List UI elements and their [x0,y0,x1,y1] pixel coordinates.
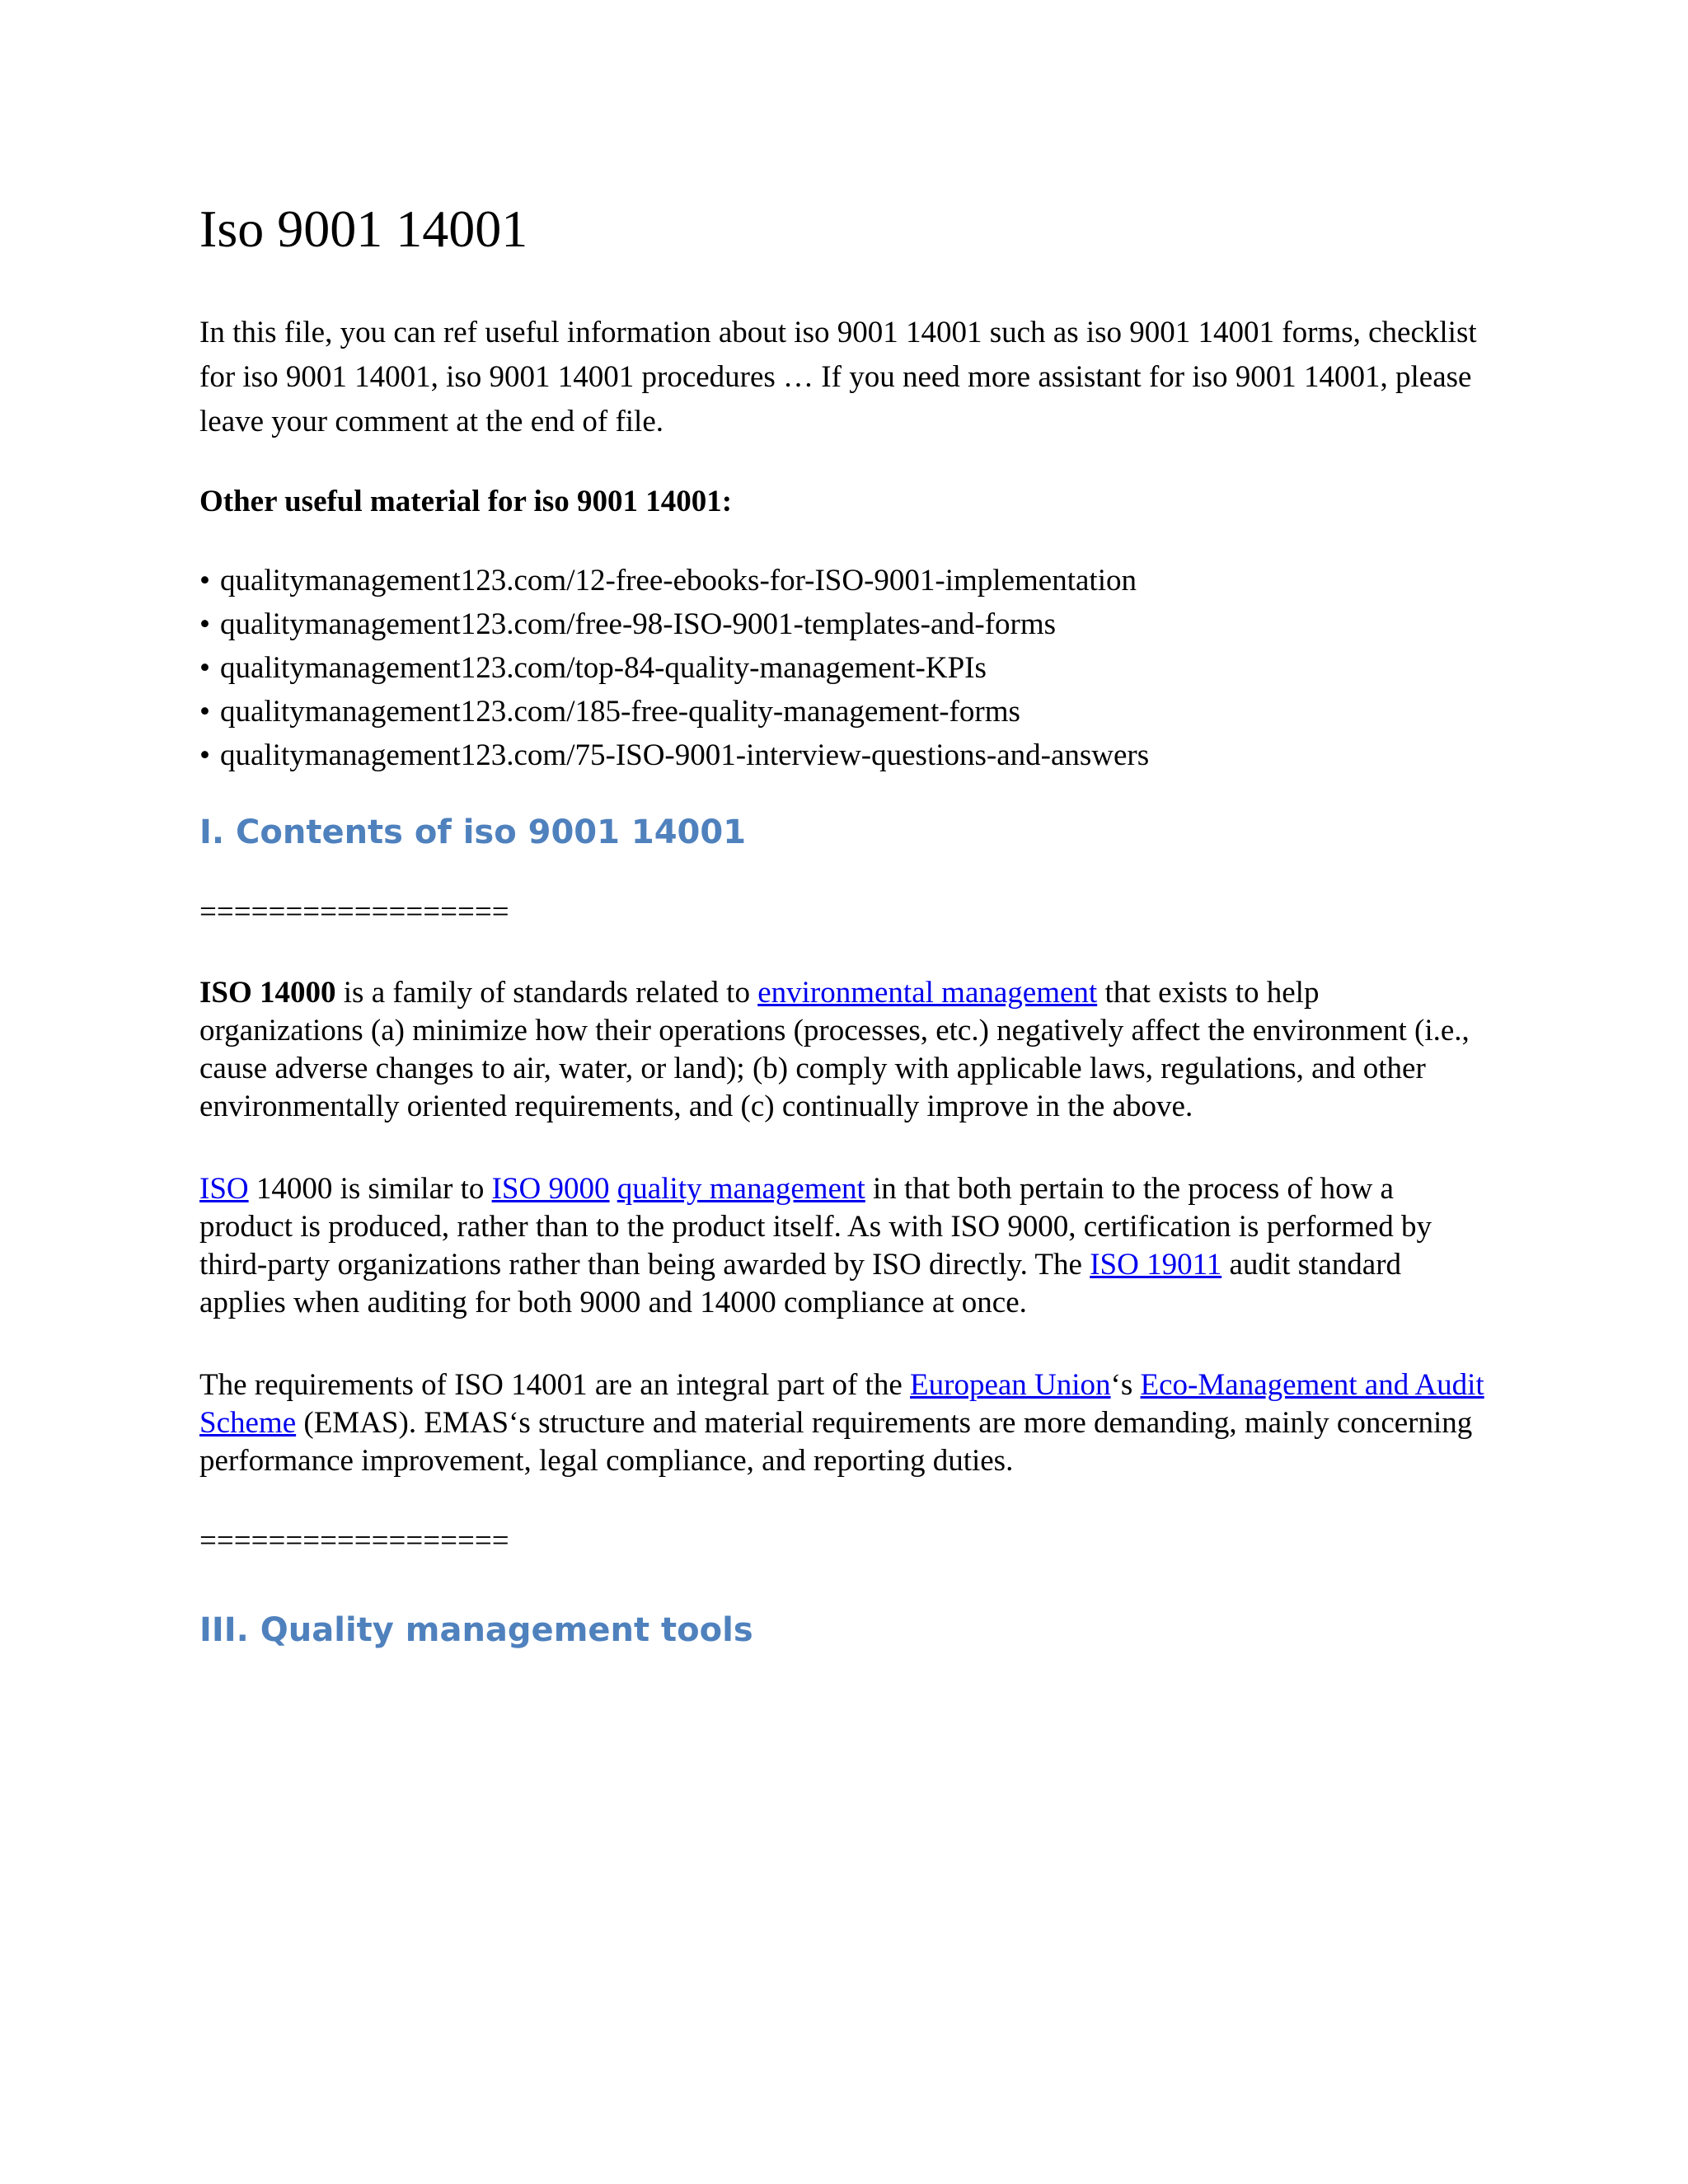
paragraph-text: ‘s [1110,1367,1141,1402]
bullet-icon: • [199,738,210,772]
link-iso-19011[interactable]: ISO 19011 [1090,1247,1222,1282]
paragraph-iso-14000 [199,974,1485,1126]
intro-paragraph: In this file, you can ref useful information about iso 9001 14001 such as iso 9001 14001 forms, checklist for iso 9001 14001, iso 9001 14001 procedures … If you need more assistant for iso 9001 14001, please leave your comment at the end of file. [199,315,1477,438]
bullet-icon: • [199,607,210,641]
divider-line: ================== [199,1523,509,1558]
paragraph-emas [199,1366,1485,1480]
paragraph-iso-9000-comparison [199,1170,1485,1322]
resource-link[interactable]: qualitymanagement123.com/75-ISO-9001-interview-questions-and-answers [219,738,1150,772]
paragraph-text: in that both pertain to the process of how a product is produced, rather than to the product itself. As with ISO 9000, certification is performed by third-party organizations rather than being awarded by ISO directly. The [199,1171,1432,1282]
other-material-heading: Other useful material for iso 9001 14001: [199,484,733,518]
resource-link[interactable]: qualitymanagement123.com/185-free-quality-management-forms [219,694,1020,729]
list-item [199,690,1485,733]
paragraph-text: that exists to help organizations (a) minimize how their operations (processes, etc.) negatively affect the environment (i.e., cause adverse changes to air, water, or land); (b) comply with applicable laws, regulations, and other environmentally oriented requirements, and (c) continually improve in the above. [199,975,1470,1123]
paragraph-text: is a family of standards related to [335,975,758,1010]
link-eco-management-audit-scheme[interactable]: Eco-Management and Audit Scheme [199,1367,1484,1440]
link-european-union[interactable]: European Union [910,1367,1111,1402]
section-heading-tools: III. Quality management tools [199,1610,753,1649]
paragraph-text: (EMAS). EMAS‘s structure and material requirements are more demanding, mainly concerning performance improvement, legal compliance, and reporting duties. [199,1405,1473,1478]
list-item [199,602,1485,646]
resource-link-list [199,559,1485,777]
paragraph-text [609,1172,617,1206]
paragraph-text: The requirements of ISO 14001 are an integral part of the [199,1367,911,1402]
link-environmental-management[interactable]: environmental management [757,975,1098,1010]
list-item [199,559,1485,602]
bullet-icon: • [199,563,210,598]
page-title: Iso 9001 14001 [199,199,528,258]
paragraph-text: audit standard applies when auditing for both 9000 and 14000 compliance at once. [199,1247,1402,1319]
list-item [199,733,1485,777]
link-quality-management[interactable]: quality management [617,1171,865,1206]
bold-term: ISO 14000 [199,975,336,1010]
resource-link[interactable]: qualitymanagement123.com/12-free-ebooks-for-ISO-9001-implementation [219,563,1137,598]
section-heading-contents: I. Contents of iso 9001 14001 [199,813,747,851]
bullet-icon: • [199,694,210,729]
link-iso[interactable]: ISO [199,1171,249,1206]
bullet-icon: • [199,650,210,685]
link-iso-9000[interactable]: ISO 9000 [491,1171,610,1206]
resource-link[interactable]: qualitymanagement123.com/free-98-ISO-9001-templates-and-forms [219,607,1057,641]
divider-line: ================== [199,894,509,929]
paragraph-text: 14000 is similar to [248,1171,492,1206]
resource-link[interactable]: qualitymanagement123.com/top-84-quality-management-KPIs [219,650,987,685]
document-body [199,198,1485,1649]
list-item [199,646,1485,690]
